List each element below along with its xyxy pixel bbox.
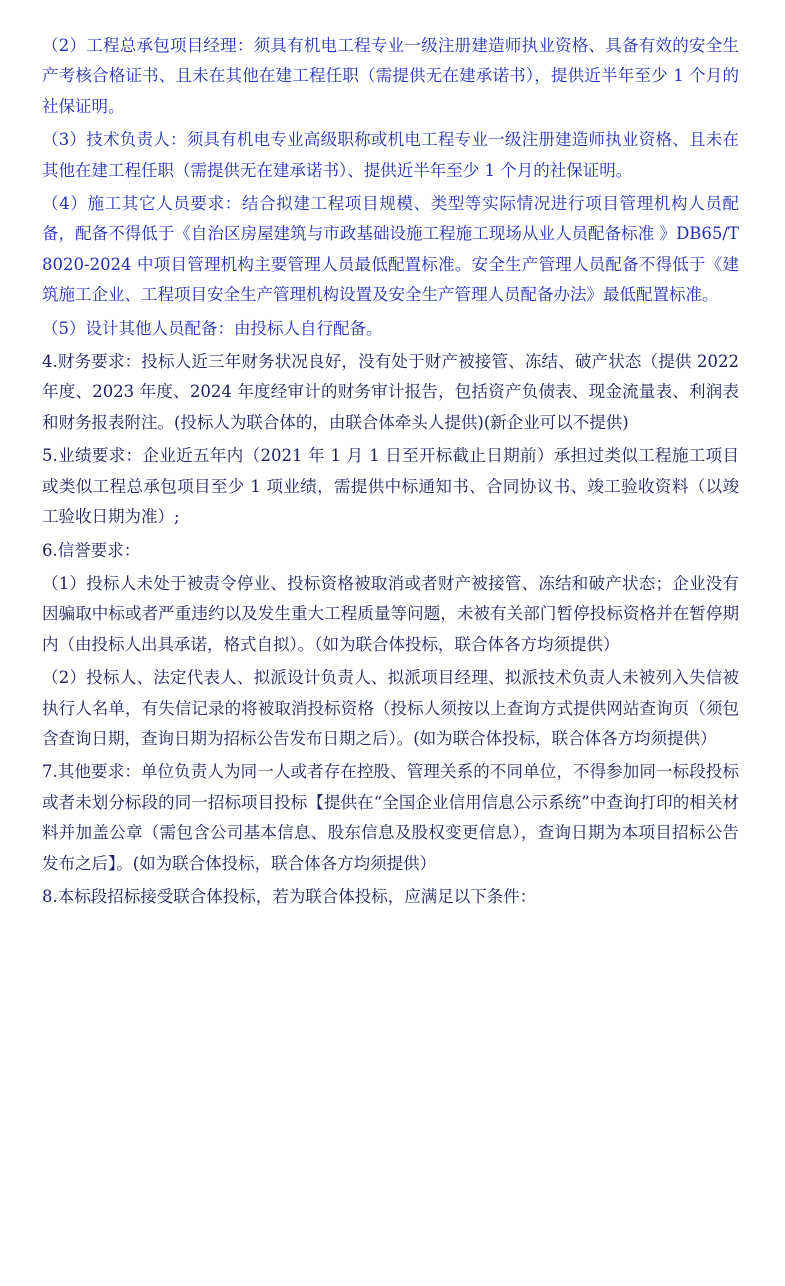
- paragraph-other-requirements: 7.其他要求：单位负责人为同一人或者存在控股、管理关系的不同单位，不得参加同一标段投标或者未划分标段的同一招标项目投标【提供在“全国企业信用信息公示系统”中查询打印的相关材料并加盖公章（需包含公司基本信息、股东信息及股权变更信息），查询日期为本项目招标公告发布之后】。(如为联合体投标，联合体各方均须提供）: [42, 762, 739, 873]
- paragraph-financial-requirements: 4.财务要求：投标人近三年财务状况良好，没有处于财产被接管、冻结、破产状态（提供 2022 年度、2023 年度、2024 年度经审计的财务审计报告，包括资产负债表、现金流量表、利润表和财务报表附注。(投标人为联合体的，由联合体牵头人提供)(新企业可以不提供): [42, 352, 739, 432]
- paragraph-technical-lead: （3）技术负责人：须具有机电专业高级职称或机电工程专业一级注册建造师执业资格、且未在其他在建工程任职（需提供无在建承诺书）、提供近半年至少 1 个月的社保证明。: [42, 130, 739, 180]
- paragraph-reputation-1: （1）投标人未处于被责令停业、投标资格被取消或者财产被接管、冻结和破产状态；企业没有因骗取中标或者严重违约以及发生重大工程质量等问题，未被有关部门暂停投标资格并在暂停期内（由投标人出具承诺，格式自拟）。（如为联合体投标，联合体各方均须提供）: [42, 573, 739, 654]
- paragraph-reputation-heading: 6.信誉要求：: [42, 540, 141, 560]
- paragraph-project-manager: （2）工程总承包项目经理：须具有机电工程专业一级注册建造师执业资格、具备有效的安全生产考核合格证书、且未在其他在建工程任职（需提供无在建承诺书），提供近半年至少 1 个月的社保证明。: [42, 36, 739, 116]
- paragraph-reputation-2: （2）投标人、法定代表人、拟派设计负责人、拟派项目经理、拟派技术负责人未被列入失信被执行人名单，有失信记录的将被取消投标资格（投标人须按以上查询方式提供网站查询页（须包含查询日期，查询日期为招标公告发布日期之后）。(如为联合体投标，联合体各方均须提供）: [42, 668, 739, 748]
- paragraph-other-staff: （4）施工其它人员要求：结合拟建工程项目规模、类型等实际情况进行项目管理机构人员配备，配备不得低于《自治区房屋建筑与市政基础设施工程施工现场从业人员配备标准 》DB65/T8020-2024 中项目管理机构主要管理人员最低配置标准。安全生产管理人员配备不得低于《建筑施工企业、工程项目安全生产管理机构设置及安全生产管理人员配备办法》最低配置标准。: [42, 194, 739, 305]
- paragraph-performance-requirements: 5.业绩要求：企业近五年内（2021 年 1 月 1 日至开标截止日期前）承担过类似工程施工项目或类似工程总承包项目至少 1 项业绩，需提供中标通知书、合同协议书、竣工验收资料（以竣工验收日期为准）;: [42, 446, 739, 527]
- paragraph-design-staff: （5）设计其他人员配备：由投标人自行配备。: [42, 318, 383, 338]
- paragraph-consortium: 8.本标段招标接受联合体投标，若为联合体投标，应满足以下条件：: [42, 886, 537, 906]
